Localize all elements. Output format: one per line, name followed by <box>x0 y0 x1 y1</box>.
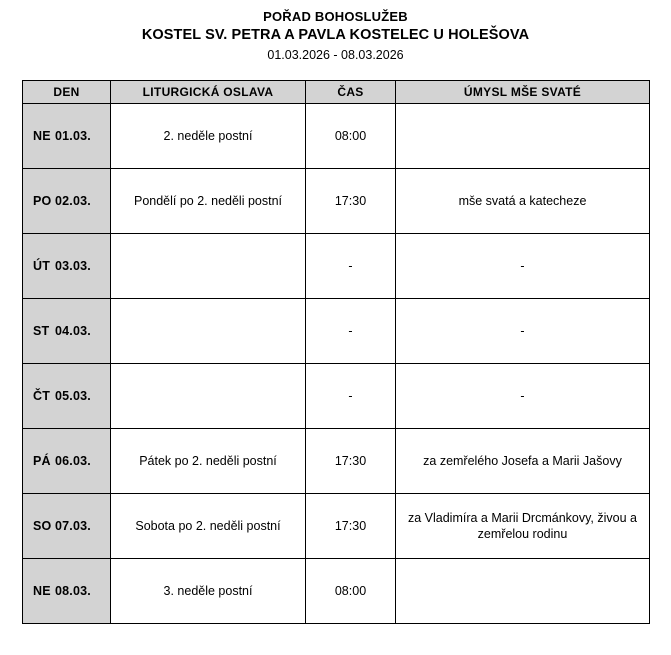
cell-day <box>23 429 111 494</box>
column-header-day: DEN <box>23 81 111 104</box>
column-header-mass-intention: ÚMYSL MŠE SVATÉ <box>396 81 650 104</box>
day-of-week: NE <box>33 584 51 598</box>
document-header <box>0 0 671 64</box>
table-row <box>23 494 650 559</box>
cell-mass-intention: - <box>396 299 650 364</box>
cell-time: - <box>306 299 396 364</box>
cell-liturgical-celebration: Pondělí po 2. neděli postní <box>111 169 306 234</box>
cell-day <box>23 299 111 364</box>
column-header-time: ČAS <box>306 81 396 104</box>
day-of-week: ST <box>33 324 50 338</box>
date-range: 01.03.2026 - 08.03.2026 <box>267 48 404 62</box>
day-of-week: PO <box>33 194 52 208</box>
cell-time: 17:30 <box>306 429 396 494</box>
cell-mass-intention: - <box>396 364 650 429</box>
day-of-week: ÚT <box>33 259 51 273</box>
document-subtitle: KOSTEL SV. PETRA A PAVLA KOSTELEC U HOLEŠOVA <box>141 27 530 43</box>
cell-liturgical-celebration <box>111 234 306 299</box>
day-date: 08.03. <box>55 584 91 598</box>
day-date: 07.03. <box>55 519 91 533</box>
cell-liturgical-celebration <box>111 364 306 429</box>
cell-time: - <box>306 234 396 299</box>
cell-day <box>23 364 111 429</box>
cell-time: 08:00 <box>306 104 396 169</box>
day-date: 02.03. <box>55 194 91 208</box>
cell-time: - <box>306 364 396 429</box>
column-header-liturgical-celebration: LITURGICKÁ OSLAVA <box>111 81 306 104</box>
day-of-week: NE <box>33 129 51 143</box>
table-row <box>23 169 650 234</box>
table-row <box>23 559 650 624</box>
table-row <box>23 299 650 364</box>
cell-liturgical-celebration: 3. neděle postní <box>111 559 306 624</box>
cell-mass-intention: za zemřelého Josefa a Marii Jašovy <box>396 429 650 494</box>
day-of-week: ČT <box>33 389 51 403</box>
cell-mass-intention: za Vladimíra a Marii Drcmánkovy, živou a zemřelou rodinu <box>396 494 650 559</box>
cell-day <box>23 559 111 624</box>
table-row <box>23 234 650 299</box>
cell-mass-intention <box>396 104 650 169</box>
cell-day <box>23 494 111 559</box>
schedule-table <box>22 80 650 624</box>
day-date: 04.03. <box>55 324 91 338</box>
table-header-row <box>23 81 650 104</box>
cell-day <box>23 234 111 299</box>
cell-time: 17:30 <box>306 169 396 234</box>
cell-liturgical-celebration: 2. neděle postní <box>111 104 306 169</box>
table-row <box>23 364 650 429</box>
day-date: 05.03. <box>55 389 91 403</box>
cell-mass-intention <box>396 559 650 624</box>
cell-liturgical-celebration <box>111 299 306 364</box>
cell-time: 08:00 <box>306 559 396 624</box>
cell-mass-intention: mše svatá a katecheze <box>396 169 650 234</box>
day-of-week: SO <box>33 519 52 533</box>
day-date: 01.03. <box>55 129 91 143</box>
table-row <box>23 104 650 169</box>
day-date: 06.03. <box>55 454 91 468</box>
day-of-week: PÁ <box>33 454 51 468</box>
table-header-row-group <box>23 81 650 104</box>
cell-liturgical-celebration: Pátek po 2. neděli postní <box>111 429 306 494</box>
cell-liturgical-celebration: Sobota po 2. neděli postní <box>111 494 306 559</box>
cell-day <box>23 169 111 234</box>
cell-mass-intention: - <box>396 234 650 299</box>
table-row <box>23 429 650 494</box>
document-title: POŘAD BOHOSLUŽEB <box>263 9 408 24</box>
table-body <box>23 104 650 624</box>
schedule-table-container <box>22 80 649 624</box>
cell-time: 17:30 <box>306 494 396 559</box>
day-date: 03.03. <box>55 259 91 273</box>
cell-day <box>23 104 111 169</box>
